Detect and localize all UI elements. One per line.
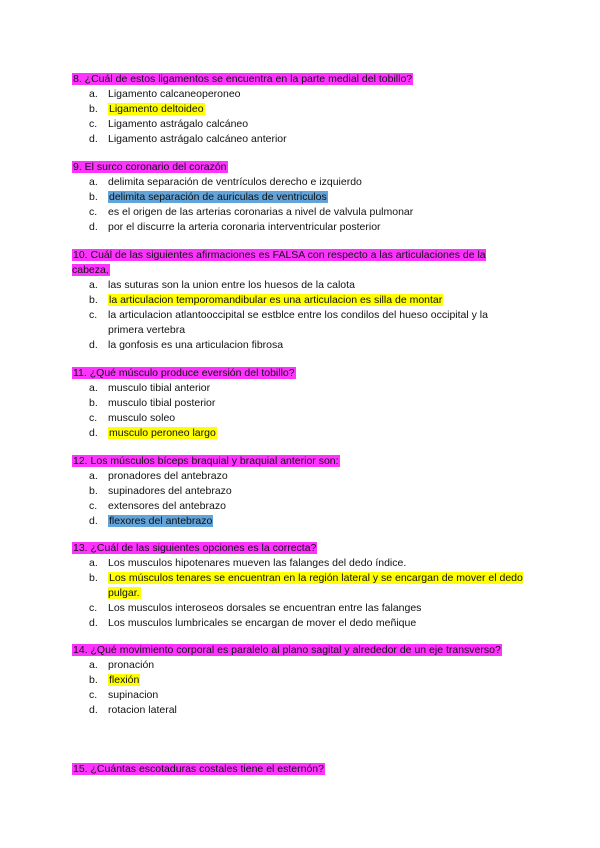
option-b [72, 673, 524, 688]
option-letter: a. [89, 659, 98, 671]
option-text: Ligamento astrágalo calcáneo anterior [108, 133, 287, 145]
option-letter: c. [89, 602, 98, 614]
question-title: 11. ¿Qué músculo produce eversión del tobillo? [73, 367, 295, 379]
option-b [72, 293, 524, 308]
question-title: 10. Cuál de las siguientes afirmaciones es FALSA con respecto a las articulaciones de la cabeza, [72, 249, 486, 276]
option-d [72, 426, 524, 441]
question-12 [72, 454, 524, 529]
option-letter: d. [89, 221, 98, 233]
option-d [72, 338, 524, 353]
option-a [72, 175, 524, 190]
option-letter: a. [89, 470, 98, 482]
option-letter: d. [89, 339, 98, 351]
option-a [72, 658, 524, 673]
option-letter: d. [89, 704, 98, 716]
option-text: Ligamento deltoideo [109, 103, 204, 115]
option-a [72, 278, 524, 293]
option-text: la articulacion temporomandibular es una articulacion es silla de montar [109, 294, 443, 306]
option-letter: c. [89, 689, 98, 701]
option-letter: a. [89, 382, 98, 394]
option-b [72, 190, 524, 205]
option-b [72, 484, 524, 499]
option-text: musculo soleo [108, 412, 176, 424]
option-letter: a. [89, 557, 98, 569]
question-14 [72, 643, 524, 718]
option-c [72, 117, 524, 132]
question-10 [72, 248, 524, 353]
option-letter: d. [89, 617, 98, 629]
option-text: flexores del antebrazo [109, 515, 213, 527]
option-text: Los musculos interoseos dorsales se encuentran entre las falanges [108, 602, 422, 614]
question-15 [72, 762, 524, 777]
options-list [72, 381, 524, 441]
option-text: musculo tibial anterior [108, 382, 211, 394]
option-text: musculo tibial posterior [108, 397, 216, 409]
option-text: la articulacion atlantooccipital se estblce entre los condilos del hueso occipital y la primera vertebra [108, 309, 488, 336]
option-c [72, 411, 524, 426]
question-title: 13. ¿Cuál de las siguientes opciones es la correcta? [73, 542, 317, 554]
options-list [72, 278, 524, 353]
option-text: delimita separación de ventrículos derecho e izquierdo [108, 176, 362, 188]
option-a [72, 87, 524, 102]
option-text: Ligamento calcaneoperoneo [108, 88, 241, 100]
option-text: es el origen de las arterias coronarias a nivel de valvula pulmonar [108, 206, 414, 218]
question-11 [72, 366, 524, 441]
option-text: supinacion [108, 689, 159, 701]
option-letter: a. [89, 88, 98, 100]
option-letter: b. [89, 674, 98, 686]
option-text: pronadores del antebrazo [108, 470, 228, 482]
option-b [72, 396, 524, 411]
option-letter: c. [89, 309, 98, 321]
option-c [72, 205, 524, 220]
option-letter: c. [89, 500, 98, 512]
options-list [72, 175, 524, 235]
question-9 [72, 160, 524, 235]
option-letter: d. [89, 133, 98, 145]
option-text: delimita separación de auriculas de ventriculos [109, 191, 327, 203]
options-list [72, 556, 524, 631]
option-d [72, 514, 524, 529]
option-letter: b. [89, 103, 98, 115]
question-title: 14. ¿Qué movimiento corporal es paralelo al plano sagital y alrededor de un eje transverso? [73, 644, 501, 656]
option-text: musculo peroneo largo [109, 427, 216, 439]
option-text: Los musculos hipotenares mueven las falanges del dedo índice. [108, 557, 407, 569]
option-text: Ligamento astrágalo calcáneo [108, 118, 249, 130]
option-text: la gonfosis es una articulacion fibrosa [108, 339, 284, 351]
option-a [72, 381, 524, 396]
option-d [72, 616, 524, 631]
option-letter: a. [89, 176, 98, 188]
question-title: 9. El surco coronario del corazón [73, 161, 227, 173]
option-text: supinadores del antebrazo [108, 485, 232, 497]
option-d [72, 132, 524, 147]
options-list [72, 87, 524, 147]
option-a [72, 556, 524, 571]
option-c [72, 688, 524, 703]
option-letter: d. [89, 515, 98, 527]
question-13 [72, 541, 524, 631]
option-text: flexión [109, 674, 140, 686]
question-title: 12. Los músculos bíceps braquial y braquial anterior son: [73, 455, 339, 467]
option-text: pronación [108, 659, 155, 671]
option-c [72, 601, 524, 616]
question-title: 15. ¿Cuántas escotaduras costales tiene el esternón? [73, 763, 324, 775]
option-letter: b. [89, 572, 98, 584]
option-letter: b. [89, 294, 98, 306]
question-title: 8. ¿Cuál de estos ligamentos se encuentra en la parte medial del tobillo? [73, 73, 413, 85]
option-letter: c. [89, 412, 98, 424]
option-a [72, 469, 524, 484]
option-text: Los musculos lumbricales se encargan de mover el dedo meñique [108, 617, 417, 629]
option-d [72, 220, 524, 235]
option-text: Los músculos tenares se encuentran en la región lateral y se encargan de mover el dedo pulgar. [108, 572, 523, 599]
options-list [72, 658, 524, 718]
option-letter: b. [89, 485, 98, 497]
option-letter: d. [89, 427, 98, 439]
option-letter: b. [89, 191, 98, 203]
option-letter: a. [89, 279, 98, 291]
option-d [72, 703, 524, 718]
option-c [72, 308, 524, 338]
option-c [72, 499, 524, 514]
option-text: rotacion lateral [108, 704, 177, 716]
option-text: por el discurre la arteria coronaria interventricular posterior [108, 221, 381, 233]
option-b [72, 571, 524, 601]
option-letter: c. [89, 206, 98, 218]
option-text: las suturas son la union entre los huesos de la calota [108, 279, 355, 291]
option-b [72, 102, 524, 117]
options-list [72, 469, 524, 529]
option-letter: c. [89, 118, 98, 130]
option-letter: b. [89, 397, 98, 409]
option-text: extensores del antebrazo [108, 500, 226, 512]
question-8 [72, 72, 524, 147]
